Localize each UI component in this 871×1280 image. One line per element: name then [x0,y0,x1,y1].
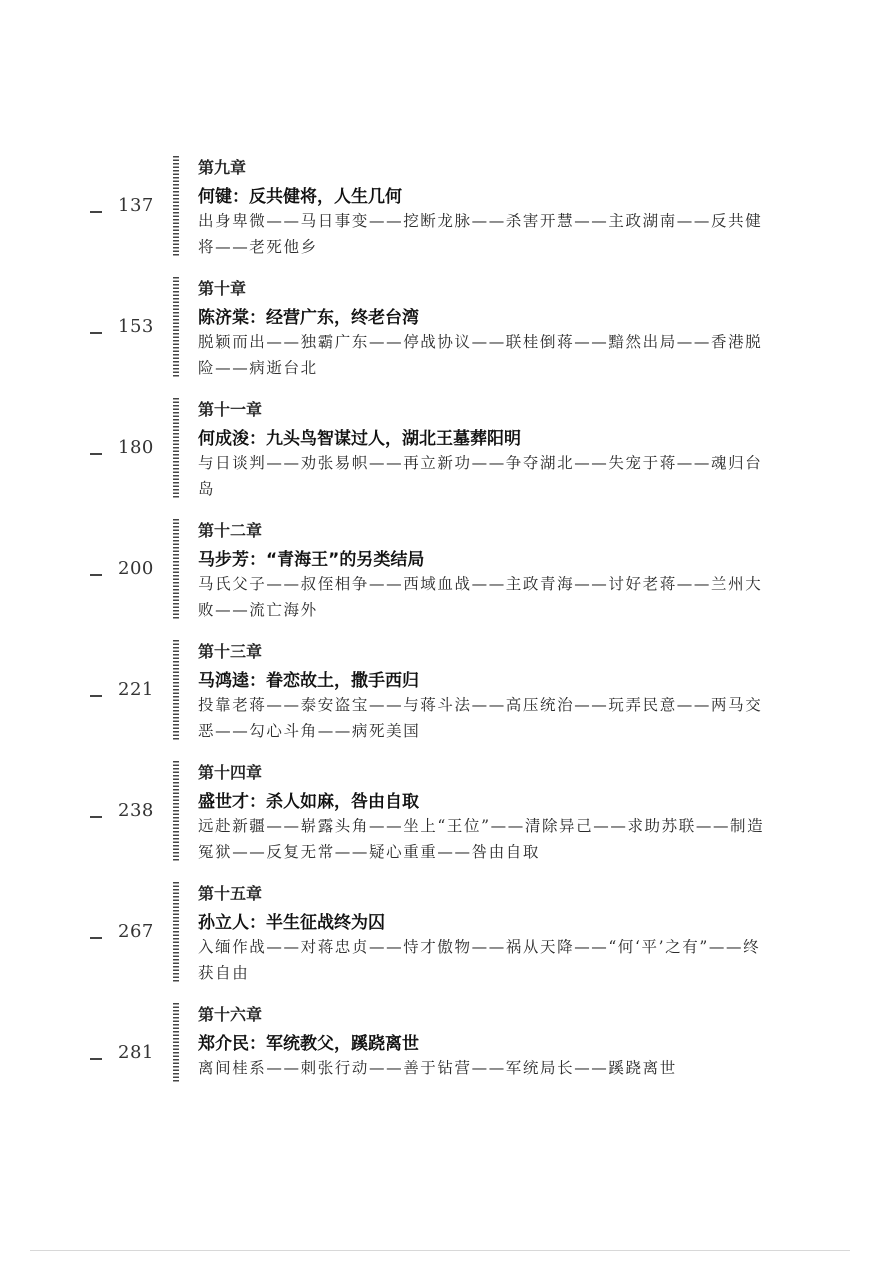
toc-entry [0,997,871,1087]
chapter-summary: 远赴新疆——崭露头角——坐上“王位”——清除异己——求助苏联——制造冤狱——反复无常——疑心重重——咎由自取 [198,817,765,861]
page-bottom-rule [30,1250,850,1251]
toc-entry [0,634,871,744]
page-number: 238 [118,800,154,821]
page-number: 153 [118,316,154,337]
chapter-title: 马鸿逵：眷恋故土，撒手西归 [198,671,419,691]
chapter-number: 第十六章 [198,1005,263,1024]
page-dash [90,332,102,334]
chapter-title: 马步芳：“青海王”的另类结局 [198,550,425,570]
chapter-title: 郑介民：军统教父，蹊跷离世 [198,1034,419,1054]
chapter-summary: 出身卑微——马日事变——挖断龙脉——杀害开慧——主政湖南——反共健将——老死他乡 [198,212,763,256]
page-number: 281 [118,1042,154,1063]
chapter-marker-bar [173,640,179,740]
toc-entry [0,392,871,502]
toc-entry [0,271,871,381]
chapter-summary: 离间桂系——刺张行动——善于钻营——军统局长——蹊跷离世 [198,1059,677,1077]
chapter-number: 第十三章 [198,642,263,661]
toc-entry [0,150,871,260]
chapter-summary: 入缅作战——对蒋忠贞——恃才傲物——祸从天降——“何‘平’之有”——终获自由 [198,938,761,982]
chapter-title: 孙立人：半生征战终为囚 [198,913,385,933]
toc-entry [0,755,871,865]
chapter-number: 第十五章 [198,884,263,903]
chapter-summary: 马氏父子——叔侄相争——西域血战——主政青海——讨好老蒋——兰州大败——流亡海外 [198,575,763,619]
chapter-marker-bar [173,519,179,619]
chapter-marker-bar [173,277,179,377]
chapter-title: 陈济棠：经营广东，终老台湾 [198,308,419,328]
page-dash [90,453,102,455]
page-dash [90,211,102,213]
page-dash [90,937,102,939]
chapter-title: 何键：反共健将，人生几何 [198,187,402,207]
page-number: 137 [118,195,154,216]
toc-entry [0,876,871,986]
chapter-marker-bar [173,156,179,256]
page-number: 180 [118,437,154,458]
chapter-title: 何成浚：九头鸟智谋过人，湖北王墓葬阳明 [198,429,521,449]
chapter-marker-bar [173,761,179,861]
chapter-summary: 与日谈判——劝张易帜——再立新功——争夺湖北——失宠于蒋——魂归台岛 [198,454,763,498]
page-dash [90,574,102,576]
toc-entry [0,513,871,623]
chapter-number: 第十一章 [198,400,263,419]
chapter-number: 第九章 [198,158,247,177]
page-number: 221 [118,679,154,700]
chapter-summary: 投靠老蒋——泰安盗宝——与蒋斗法——高压统治——玩弄民意——两马交恶——勾心斗角——病死美国 [198,696,763,740]
page-number: 267 [118,921,154,942]
chapter-title: 盛世才：杀人如麻，咎由自取 [198,792,419,812]
chapter-marker-bar [173,1003,179,1083]
page-dash [90,816,102,818]
chapter-number: 第十二章 [198,521,263,540]
chapter-marker-bar [173,882,179,982]
page-dash [90,695,102,697]
chapter-number: 第十四章 [198,763,263,782]
chapter-marker-bar [173,398,179,498]
chapter-number: 第十章 [198,279,247,298]
chapter-summary: 脱颖而出——独霸广东——停战协议——联桂倒蒋——黯然出局——香港脱险——病逝台北 [198,333,763,377]
page-number: 200 [118,558,154,579]
page-dash [90,1058,102,1060]
